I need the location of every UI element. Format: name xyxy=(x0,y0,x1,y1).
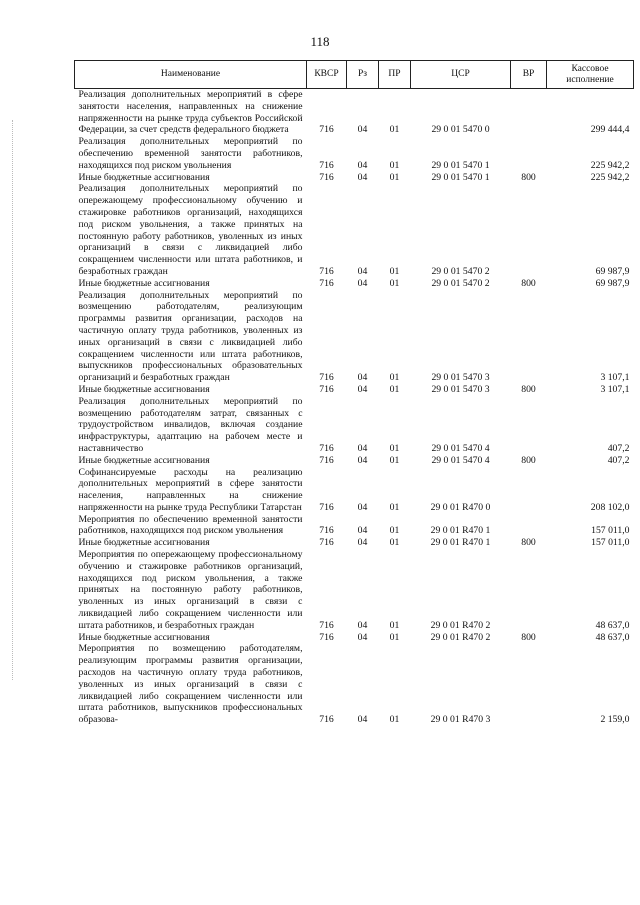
row-kvsr: 716 xyxy=(319,277,334,289)
table-row xyxy=(75,537,634,549)
header-pr: ПР xyxy=(379,61,411,89)
row-name: Мероприятия по возмещению работодателям, реализующим программы развития организации, расходов на частичную оплату труда работников, уволенных из иных организаций в связи с ликвидацией либо сокращением численности или штата работников, выпускников профессиональных образова- xyxy=(78,643,303,726)
row-name: Иные бюджетные ассигнования xyxy=(78,537,210,549)
row-sum: 3 107,1 xyxy=(600,383,630,395)
row-name: Мероприятия по обеспечению временной занятости работников, находящихся под риском увольнения xyxy=(78,513,303,537)
row-rz: 04 xyxy=(357,171,368,183)
row-kvsr: 716 xyxy=(319,442,334,454)
row-sum: 2 159,0 xyxy=(600,714,630,726)
row-csr: 29 0 01 5470 2 xyxy=(431,265,490,277)
row-vr xyxy=(511,396,547,455)
row-rz: 04 xyxy=(357,714,368,726)
row-pr: 01 xyxy=(389,383,400,395)
row-vr xyxy=(511,643,547,726)
row-sum: 407,2 xyxy=(607,442,630,454)
row-name: Софинансируемые расходы на реализацию дополнительных мероприятий в сфере занятости населения, направленных на снижение напряженности на рынке труда Республики Татарстан xyxy=(78,466,303,513)
row-vr xyxy=(511,549,547,632)
row-pr: 01 xyxy=(389,372,400,384)
header-sum: Кассовое исполнение xyxy=(547,61,634,89)
row-kvsr: 716 xyxy=(319,124,334,136)
row-sum: 48 637,0 xyxy=(595,631,630,643)
row-name: Реализация дополнительных мероприятий по обеспечению временной занятости работников, находящихся под риском увольнения xyxy=(78,136,303,171)
row-csr: 29 0 01 R470 0 xyxy=(430,501,491,513)
row-pr: 01 xyxy=(389,171,400,183)
row-name: Иные бюджетные ассигнования xyxy=(78,454,210,466)
table-row xyxy=(75,136,634,171)
row-sum: 225 942,2 xyxy=(590,159,630,171)
row-pr: 01 xyxy=(389,454,400,466)
row-vr xyxy=(511,467,547,514)
row-name: Иные бюджетные ассигнования xyxy=(78,171,210,183)
table-header-row xyxy=(75,61,634,89)
row-csr: 29 0 01 R470 1 xyxy=(430,537,491,549)
row-sum: 208 102,0 xyxy=(590,501,630,513)
row-csr: 29 0 01 R470 3 xyxy=(430,714,491,726)
table-row xyxy=(75,396,634,455)
header-csr: ЦСР xyxy=(411,61,511,89)
row-rz: 04 xyxy=(357,159,368,171)
row-kvsr: 716 xyxy=(319,372,334,384)
header-rz: Рз xyxy=(347,61,379,89)
row-rz: 04 xyxy=(357,537,368,549)
row-csr: 29 0 01 5470 0 xyxy=(431,124,490,136)
row-sum: 48 637,0 xyxy=(595,619,630,631)
row-sum: 157 011,0 xyxy=(591,525,630,537)
row-rz: 04 xyxy=(357,525,368,537)
row-vr: 800 xyxy=(521,631,536,643)
row-vr: 800 xyxy=(521,277,536,289)
row-rz: 04 xyxy=(357,619,368,631)
row-vr: 800 xyxy=(521,383,536,395)
row-pr: 01 xyxy=(389,124,400,136)
table-body xyxy=(75,89,634,727)
row-rz: 04 xyxy=(357,277,368,289)
row-rz: 04 xyxy=(357,501,368,513)
header-name: Наименование xyxy=(75,61,307,89)
row-csr: 29 0 01 5470 2 xyxy=(431,277,490,289)
row-csr: 29 0 01 R470 1 xyxy=(430,525,491,537)
row-csr: 29 0 01 R470 2 xyxy=(430,619,491,631)
row-name: Иные бюджетные ассигнования xyxy=(78,277,210,289)
table-row xyxy=(75,455,634,467)
row-name: Реализация дополнительных мероприятий по возмещению работодателям затрат, связанных с трудоустройством инвалидов, включая создание инфраструктуры, адаптацию на рабочем месте и наставничество xyxy=(78,395,303,454)
row-csr: 29 0 01 5470 1 xyxy=(431,171,490,183)
row-pr: 01 xyxy=(389,501,400,513)
table-row xyxy=(75,467,634,514)
row-vr: 800 xyxy=(521,171,536,183)
row-csr: 29 0 01 5470 4 xyxy=(431,442,490,454)
row-name: Иные бюджетные ассигнования xyxy=(78,631,210,643)
table-row xyxy=(75,89,634,137)
row-pr: 01 xyxy=(389,159,400,171)
row-csr: 29 0 01 5470 4 xyxy=(431,454,490,466)
header-vr: ВР xyxy=(511,61,547,89)
row-rz: 04 xyxy=(357,265,368,277)
row-pr: 01 xyxy=(389,714,400,726)
row-vr xyxy=(511,136,547,171)
table-row xyxy=(75,384,634,396)
row-pr: 01 xyxy=(389,277,400,289)
row-kvsr: 716 xyxy=(319,537,334,549)
table-row xyxy=(75,549,634,632)
row-name: Реализация дополнительных мероприятий в сфере занятости населения, направленных на снижение напряженности на рынке труда субъектов Российской Федерации, за счет средств федерального бюджета xyxy=(78,89,303,136)
row-csr: 29 0 01 5470 1 xyxy=(431,159,490,171)
row-kvsr: 716 xyxy=(319,525,334,537)
row-pr: 01 xyxy=(389,631,400,643)
row-sum: 69 987,9 xyxy=(595,277,630,289)
row-kvsr: 716 xyxy=(319,714,334,726)
row-kvsr: 716 xyxy=(319,171,334,183)
table-row xyxy=(75,643,634,726)
table-row xyxy=(75,290,634,384)
row-kvsr: 716 xyxy=(319,631,334,643)
row-sum: 299 444,4 xyxy=(590,124,630,136)
row-sum: 69 987,9 xyxy=(595,265,630,277)
row-pr: 01 xyxy=(389,442,400,454)
row-csr: 29 0 01 R470 2 xyxy=(430,631,491,643)
row-csr: 29 0 01 5470 3 xyxy=(431,383,490,395)
table-row xyxy=(75,278,634,290)
row-rz: 04 xyxy=(357,372,368,384)
row-rz: 04 xyxy=(357,442,368,454)
row-sum: 157 011,0 xyxy=(591,537,630,549)
row-kvsr: 716 xyxy=(319,383,334,395)
page-number: 118 xyxy=(310,34,330,49)
table-row xyxy=(75,632,634,644)
margin-dotted-line xyxy=(12,120,13,680)
row-pr: 01 xyxy=(389,619,400,631)
row-sum: 3 107,1 xyxy=(600,372,630,384)
row-vr: 800 xyxy=(521,537,536,549)
table-row xyxy=(75,172,634,184)
header-kvsr: КВСР xyxy=(307,61,347,89)
row-sum: 225 942,2 xyxy=(590,171,630,183)
row-vr xyxy=(511,514,547,538)
row-vr: 800 xyxy=(521,454,536,466)
row-vr xyxy=(511,89,547,137)
row-kvsr: 716 xyxy=(319,159,334,171)
row-rz: 04 xyxy=(357,454,368,466)
table-row xyxy=(75,514,634,538)
row-csr: 29 0 01 5470 3 xyxy=(431,372,490,384)
row-pr: 01 xyxy=(389,525,400,537)
row-name: Иные бюджетные ассигнования xyxy=(78,383,210,395)
budget-table xyxy=(74,60,634,726)
row-kvsr: 716 xyxy=(319,265,334,277)
row-pr: 01 xyxy=(389,265,400,277)
row-rz: 04 xyxy=(357,631,368,643)
row-name: Мероприятия по опережающему профессиональному обучению и стажировке работников организаций, находящихся под риском увольнения, а также принятых на постоянную работу работников, уволенных из иных организаций в связи с ликвидацией либо сокращением численности или штата работников, и безработных граждан xyxy=(78,549,303,631)
row-name: Реализация дополнительных мероприятий по возмещению работодателям, реализующим программы развития организации, расходов на частичную оплату труда работников, уволенных из иных организаций в связи с ликвидацией либо сокращением численности или штата работников, выпускников профессиональных образовательных организаций и безработных граждан xyxy=(78,289,303,384)
row-vr xyxy=(511,290,547,384)
row-vr xyxy=(511,183,547,277)
row-kvsr: 716 xyxy=(319,454,334,466)
row-sum: 407,2 xyxy=(607,454,630,466)
row-name: Реализация дополнительных мероприятий по опережающему профессиональному обучению и стажировке работников организаций, находящихся под риском увольнения, а также принятых на постоянную работу работников, уволенных из иных организаций в связи с ликвидацией либо сокращением численности или штата работников, и безработных граждан xyxy=(78,183,303,277)
row-kvsr: 716 xyxy=(319,619,334,631)
table-row xyxy=(75,183,634,277)
row-pr: 01 xyxy=(389,537,400,549)
row-kvsr: 716 xyxy=(319,501,334,513)
row-rz: 04 xyxy=(357,383,368,395)
row-rz: 04 xyxy=(357,124,368,136)
